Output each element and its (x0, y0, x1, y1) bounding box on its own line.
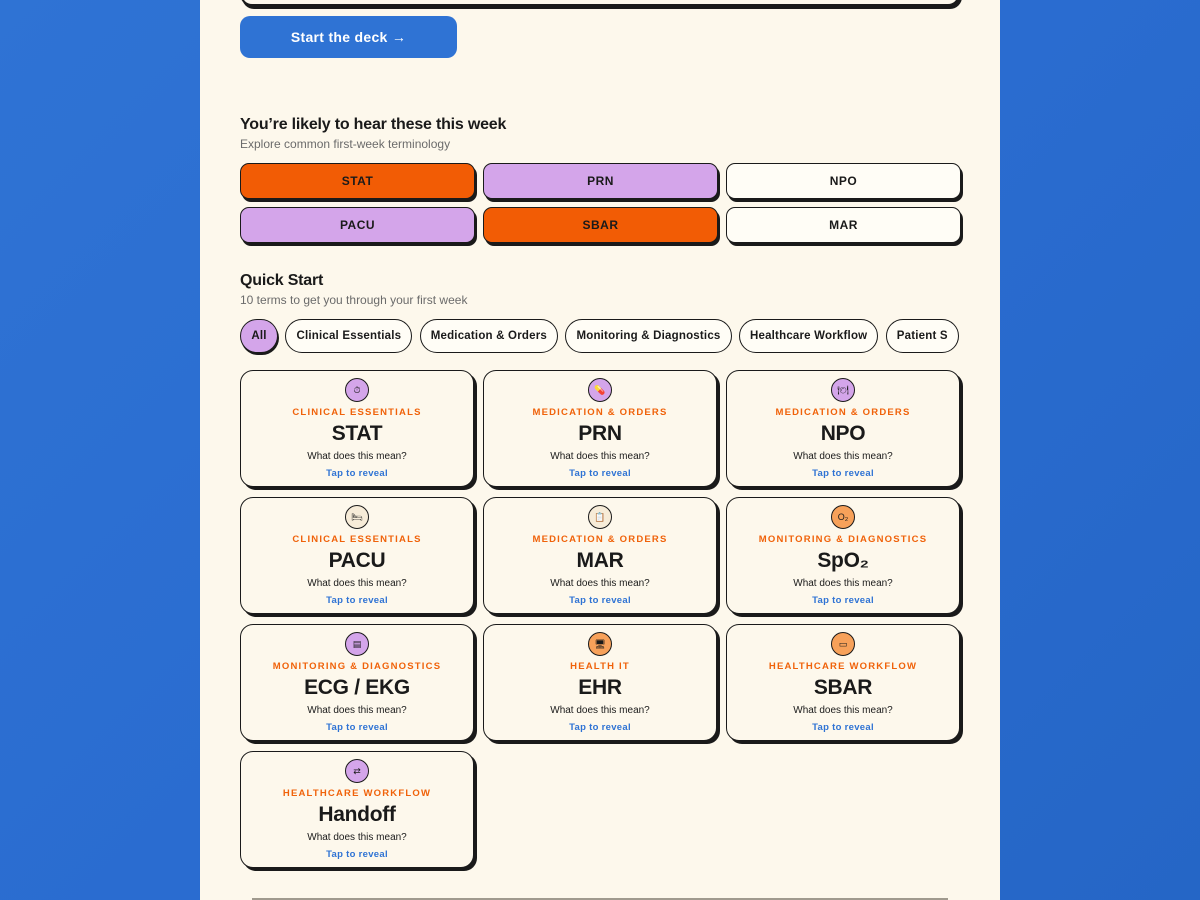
flashcard-term: ECG / EKG (304, 676, 410, 699)
tap-to-reveal-link[interactable]: Tap to reveal (812, 722, 874, 733)
filter-chip-medication-orders[interactable]: Medication & Orders (420, 319, 558, 353)
flashcard-prompt: What does this mean? (307, 578, 407, 589)
flashcard-prompt: What does this mean? (307, 705, 407, 716)
flashcard[interactable] (240, 624, 474, 741)
flashcard[interactable] (240, 497, 474, 614)
category-filter-bar (240, 319, 960, 355)
battery-icon: ▭ (831, 632, 855, 656)
flashcard-category: CLINICAL ESSENTIALS (292, 407, 422, 418)
flashcard[interactable] (726, 370, 960, 487)
tap-to-reveal-link[interactable]: Tap to reveal (569, 595, 631, 606)
flashcard-category: MONITORING & DIAGNOSTICS (758, 534, 928, 545)
flashcard-grid (240, 370, 965, 868)
term-button-npo[interactable]: NPO (726, 163, 961, 199)
flashcard-category: MEDICATION & ORDERS (532, 534, 668, 545)
tap-to-reveal-link[interactable]: Tap to reveal (326, 595, 388, 606)
handoff-icon: ⇄ (345, 759, 369, 783)
flashcard-prompt: What does this mean? (550, 705, 650, 716)
flashcard-category: CLINICAL ESSENTIALS (292, 534, 422, 545)
tap-to-reveal-link[interactable]: Tap to reveal (569, 722, 631, 733)
flashcard[interactable] (240, 370, 474, 487)
filter-chip-all[interactable]: All (240, 319, 278, 353)
flashcard-category: HEALTHCARE WORKFLOW (768, 661, 918, 672)
flashcard[interactable] (726, 624, 960, 741)
hear-section-subtitle: Explore common first-week terminology (240, 137, 451, 151)
tap-to-reveal-link[interactable]: Tap to reveal (812, 468, 874, 479)
clipboard-icon: 📋 (588, 505, 612, 529)
pill-icon: 💊 (588, 378, 612, 402)
flashcard-term: SBAR (813, 676, 873, 699)
start-deck-button[interactable]: Start the deck → (240, 16, 457, 58)
flashcard-prompt: What does this mean? (793, 451, 893, 462)
flashcard-term: PRN (578, 422, 622, 445)
hear-section-title: You’re likely to hear these this week (240, 116, 507, 133)
flashcard[interactable] (483, 624, 717, 741)
term-button-mar[interactable]: MAR (726, 207, 961, 243)
flashcard-category: MEDICATION & ORDERS (775, 407, 911, 418)
term-button-stat[interactable]: STAT (240, 163, 475, 199)
flashcard-category: HEALTHCARE WORKFLOW (282, 788, 432, 799)
tap-to-reveal-link[interactable]: Tap to reveal (326, 468, 388, 479)
tap-to-reveal-link[interactable]: Tap to reveal (812, 595, 874, 606)
flashcard[interactable] (240, 751, 474, 868)
flashcard-prompt: What does this mean? (793, 705, 893, 716)
tap-to-reveal-link[interactable]: Tap to reveal (569, 468, 631, 479)
flashcard-prompt: What does this mean? (307, 832, 407, 843)
flashcard-term: PACU (328, 549, 386, 572)
flashcard-term: EHR (578, 676, 622, 699)
flashcard-prompt: What does this mean? (550, 451, 650, 462)
stopwatch-icon: ⏱ (345, 378, 369, 402)
flashcard-term: Handoff (318, 803, 396, 826)
heart-monitor-icon: ▤ (345, 632, 369, 656)
term-button-pacu[interactable]: PACU (240, 207, 475, 243)
flashcard[interactable] (483, 497, 717, 614)
term-button-prn[interactable]: PRN (483, 163, 718, 199)
filter-chip-healthcare-workflow[interactable]: Healthcare Workflow (739, 319, 878, 353)
filter-chip-clinical-essentials[interactable]: Clinical Essentials (285, 319, 412, 353)
flashcard[interactable] (726, 497, 960, 614)
filter-chip-monitoring-diagnostics[interactable]: Monitoring & Diagnostics (565, 319, 731, 353)
previous-section-box (240, 0, 960, 6)
term-buttons-grid (240, 163, 962, 243)
no-food-icon: 🍽 (831, 378, 855, 402)
flashcard-category: MEDICATION & ORDERS (532, 407, 668, 418)
page-container (200, 0, 1000, 900)
flashcard-prompt: What does this mean? (307, 451, 407, 462)
flashcard-prompt: What does this mean? (550, 578, 650, 589)
flashcard-term: SpO₂ (817, 549, 869, 572)
tap-to-reveal-link[interactable]: Tap to reveal (326, 722, 388, 733)
filter-chip-patient-safety[interactable]: Patient S (886, 319, 959, 353)
tap-to-reveal-link[interactable]: Tap to reveal (326, 849, 388, 860)
oxygen-icon: O₂ (831, 505, 855, 529)
quick-start-subtitle: 10 terms to get you through your first week (240, 293, 468, 307)
flashcard-term: STAT (331, 422, 383, 445)
flashcard[interactable] (483, 370, 717, 487)
flashcard-category: MONITORING & DIAGNOSTICS (272, 661, 442, 672)
flashcard-term: MAR (576, 549, 624, 572)
recovery-bed-icon: 🛏 (345, 505, 369, 529)
term-button-sbar[interactable]: SBAR (483, 207, 718, 243)
quick-start-title: Quick Start (240, 272, 324, 289)
flashcard-term: NPO (820, 422, 866, 445)
computer-icon: 🖥 (588, 632, 612, 656)
flashcard-prompt: What does this mean? (793, 578, 893, 589)
flashcard-category: HEALTH IT (570, 661, 630, 672)
